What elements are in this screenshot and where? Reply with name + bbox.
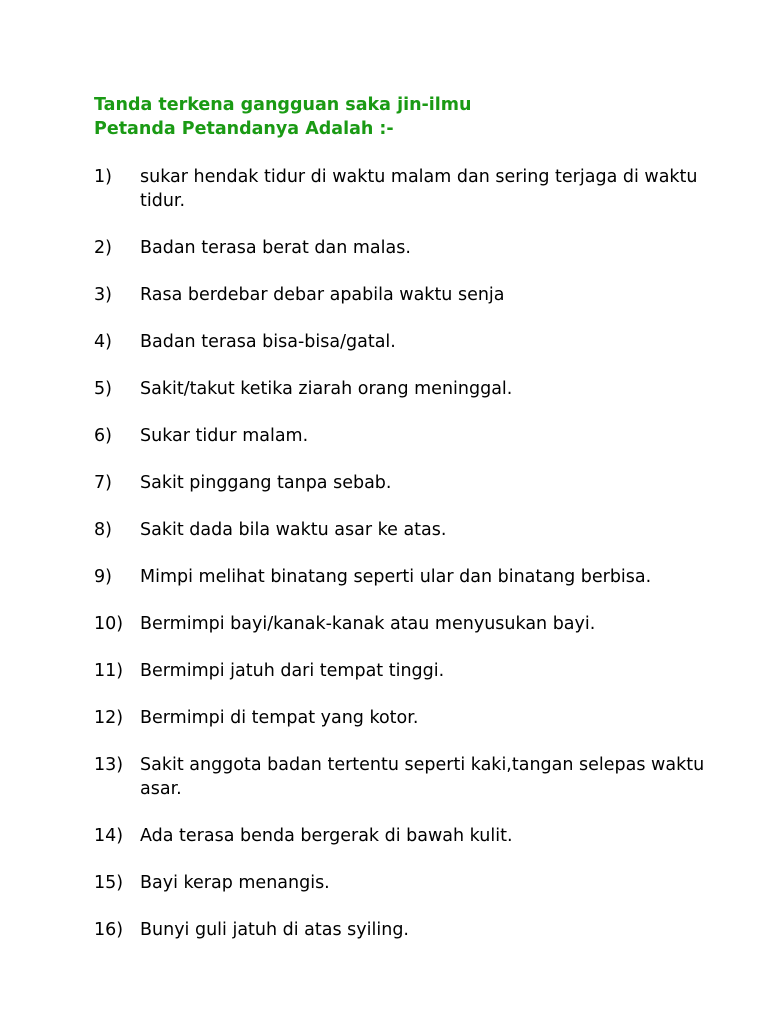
item-text: Rasa berdebar debar apabila waktu senja <box>140 285 505 305</box>
item-text: Bermimpi di tempat yang kotor. <box>140 708 419 728</box>
list-item <box>94 424 734 448</box>
item-number: 9) <box>94 567 112 587</box>
item-number: 11) <box>94 661 124 681</box>
item-text: Badan terasa berat dan malas. <box>140 238 411 258</box>
list-item <box>94 753 734 801</box>
list-item <box>94 871 734 895</box>
item-text: Badan terasa bisa-bisa/gatal. <box>140 332 396 352</box>
item-number: 1) <box>94 167 112 187</box>
list-item <box>94 165 734 213</box>
item-text: Sakit anggota badan tertentu seperti kaki,tangan selepas waktu asar. <box>140 755 705 799</box>
item-text: sukar hendak tidur di waktu malam dan sering terjaga di waktu tidur. <box>140 167 698 211</box>
list-item <box>94 236 734 260</box>
item-number: 12) <box>94 708 124 728</box>
list-item <box>94 659 734 683</box>
item-text: Sukar tidur malam. <box>140 426 309 446</box>
item-number: 3) <box>94 285 112 305</box>
heading-line-1: Tanda terkena gangguan saka jin-ilmu <box>94 95 472 115</box>
item-number: 16) <box>94 920 124 940</box>
list-item <box>94 824 734 848</box>
item-number: 7) <box>94 473 112 493</box>
item-number: 14) <box>94 826 124 846</box>
item-number: 13) <box>94 755 124 775</box>
item-text: Bayi kerap menangis. <box>140 873 330 893</box>
list-item <box>94 471 734 495</box>
list-item <box>94 918 734 942</box>
item-number: 6) <box>94 426 112 446</box>
list-item <box>94 377 734 401</box>
item-number: 4) <box>94 332 112 352</box>
item-number: 8) <box>94 520 112 540</box>
item-number: 2) <box>94 238 112 258</box>
item-text: Ada terasa benda bergerak di bawah kulit. <box>140 826 513 846</box>
list-item <box>94 330 734 354</box>
document-heading <box>94 93 471 141</box>
item-number: 15) <box>94 873 124 893</box>
item-text: Mimpi melihat binatang seperti ular dan binatang berbisa. <box>140 567 652 587</box>
symptom-list <box>94 165 734 965</box>
list-item <box>94 612 734 636</box>
item-number: 10) <box>94 614 124 634</box>
item-text: Sakit dada bila waktu asar ke atas. <box>140 520 447 540</box>
item-text: Sakit pinggang tanpa sebab. <box>140 473 392 493</box>
item-text: Bermimpi jatuh dari tempat tinggi. <box>140 661 445 681</box>
list-item <box>94 565 734 589</box>
list-item <box>94 518 734 542</box>
list-item <box>94 706 734 730</box>
item-text: Bermimpi bayi/kanak-kanak atau menyusukan bayi. <box>140 614 596 634</box>
list-item <box>94 283 734 307</box>
item-text: Sakit/takut ketika ziarah orang meninggal. <box>140 379 513 399</box>
item-number: 5) <box>94 379 112 399</box>
heading-line-2: Petanda Petandanya Adalah :- <box>94 119 394 139</box>
item-text: Bunyi guli jatuh di atas syiling. <box>140 920 409 940</box>
